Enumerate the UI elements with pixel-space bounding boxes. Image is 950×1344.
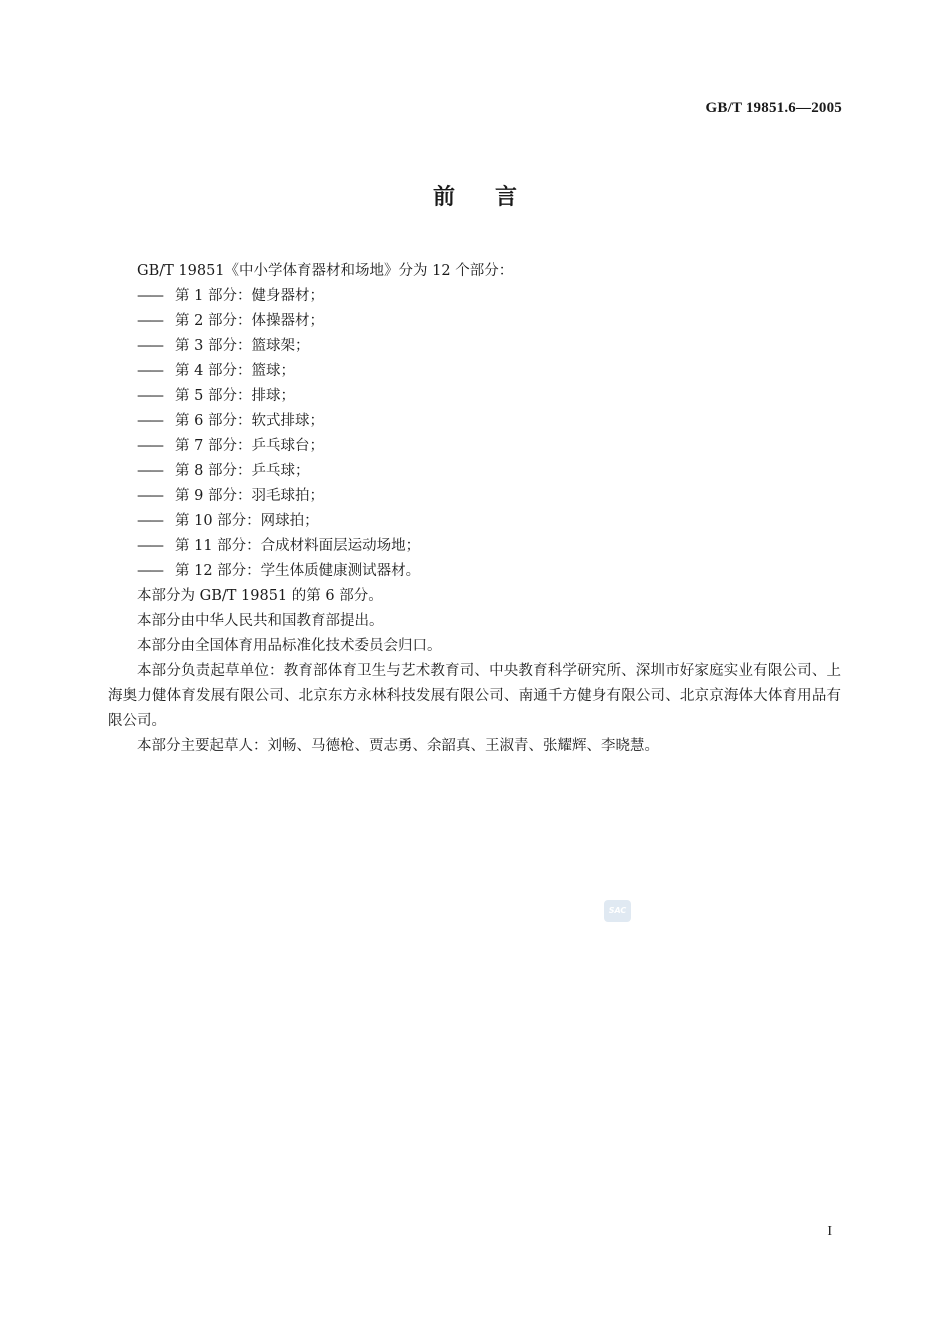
list-item [108, 409, 841, 434]
drafting-units-paragraph: 本部分负责起草单位：教育部体育卫生与艺术教育司、中央教育科学研究所、深圳市好家庭实业有限公司、上海奥力健体育发展有限公司、北京东方永林科技发展有限公司、南通千方健身有限公司、北京京海体大体育用品有限公司。 [108, 663, 841, 729]
list-item-text: 第 7 部分：乒乓球台； [175, 438, 324, 454]
list-item-text: 第 5 部分：排球； [175, 388, 295, 404]
dash-marker: —— [137, 463, 162, 479]
drafters-paragraph: 本部分主要起草人：刘畅、马德枪、贾志勇、余韶真、王淑青、张耀辉、李晓慧。 [137, 738, 659, 754]
list-item [108, 459, 841, 484]
list-item-text: 第 6 部分：软式排球； [175, 413, 324, 429]
proposer-statement: 本部分由中华人民共和国教育部提出。 [137, 613, 384, 629]
list-item [108, 484, 841, 509]
list-item-text: 第 3 部分：篮球架； [175, 338, 310, 354]
list-item [108, 334, 841, 359]
dash-marker: —— [137, 313, 162, 329]
page-number: I [827, 1224, 832, 1239]
list-item-text: 第 1 部分：健身器材； [175, 288, 324, 304]
parts-list [108, 284, 841, 584]
intro-paragraph: GB/T 19851《中小学体育器材和场地》分为 12 个部分： [137, 263, 514, 279]
page-title: 前言 [432, 185, 557, 210]
list-item-text: 第 9 部分：羽毛球拍； [175, 488, 324, 504]
list-item [108, 559, 841, 584]
list-item [108, 434, 841, 459]
list-item [108, 534, 841, 559]
dash-marker: —— [137, 438, 162, 454]
list-item-text: 第 12 部分：学生体质健康测试器材。 [175, 563, 421, 579]
dash-marker: —— [137, 338, 162, 354]
sac-watermark-logo: SAC [604, 900, 631, 922]
dash-marker: —— [137, 363, 162, 379]
list-item-text: 第 11 部分：合成材料面层运动场地； [175, 538, 421, 554]
list-item [108, 309, 841, 334]
list-item-text: 第 10 部分：网球拍； [175, 513, 319, 529]
foreword-body [108, 259, 841, 759]
dash-marker: —— [137, 413, 162, 429]
standard-number: GB/T 19851.6—2005 [705, 100, 842, 116]
dash-marker: —— [137, 513, 162, 529]
list-item-text: 第 8 部分：乒乓球； [175, 463, 310, 479]
list-item [108, 384, 841, 409]
dash-marker: —— [137, 288, 162, 304]
dash-marker: —— [137, 563, 162, 579]
dash-marker: —— [137, 388, 162, 404]
list-item [108, 284, 841, 309]
part-statement: 本部分为 GB/T 19851 的第 6 部分。 [137, 588, 383, 604]
list-item-text: 第 2 部分：体操器材； [175, 313, 324, 329]
list-item [108, 509, 841, 534]
committee-statement: 本部分由全国体育用品标准化技术委员会归口。 [137, 638, 442, 654]
list-item [108, 359, 841, 384]
dash-marker: —— [137, 538, 162, 554]
list-item-text: 第 4 部分：篮球； [175, 363, 295, 379]
dash-marker: —— [137, 488, 162, 504]
